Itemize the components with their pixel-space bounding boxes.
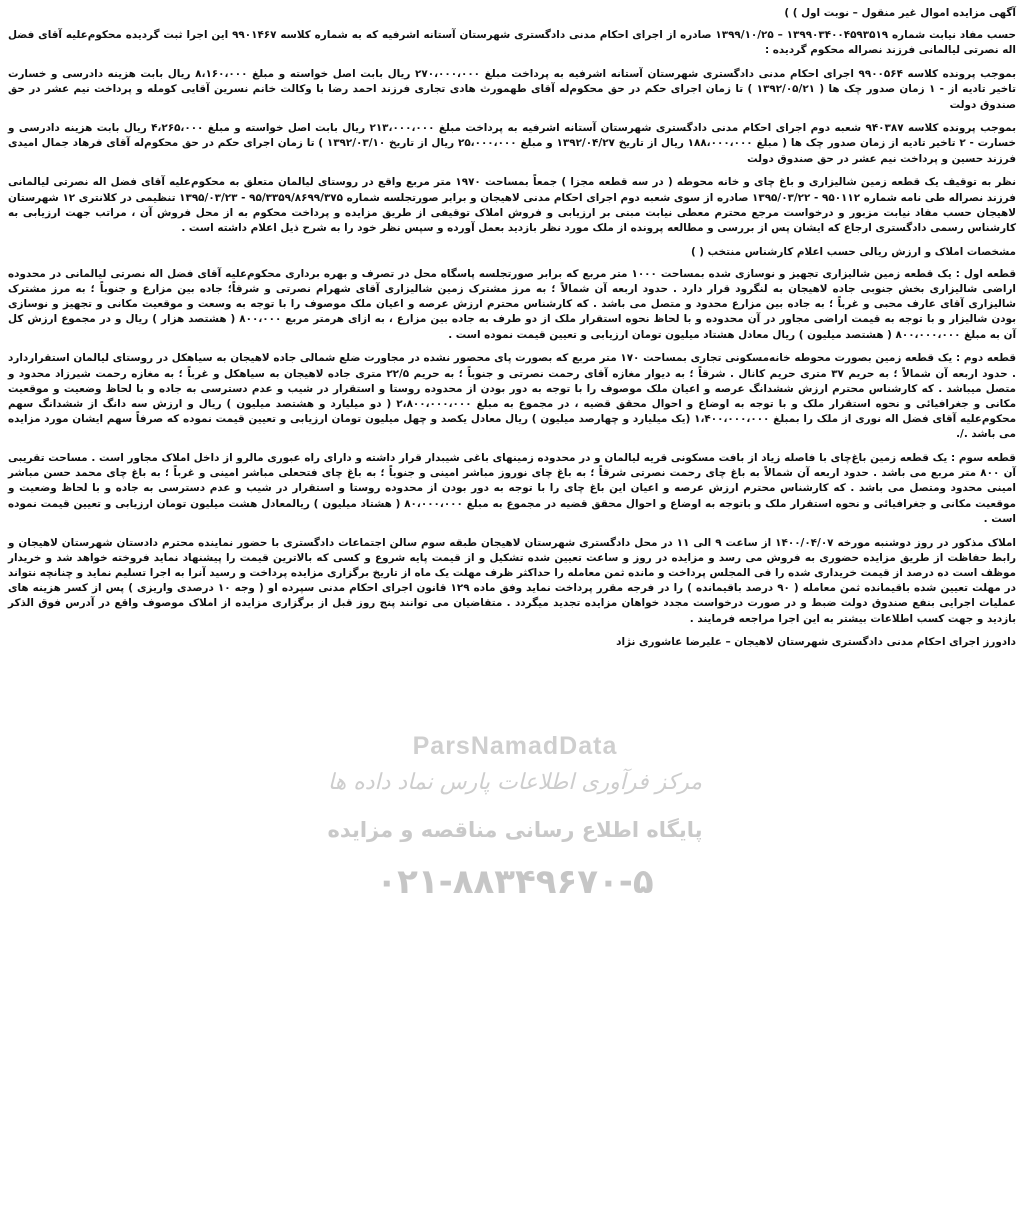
parcel-1: قطعه اول : یک قطعه زمین شالیزاری تجهیز و نوسازی شده بمساحت ۱۰۰۰ متر مربع که برابر صورتجلسه پاسگاه محل در تصرف و بهره برداری محکوم‌علیه آقای فضل اله نصرتی لیالمانی در محدوده اراضی شالیزاری بخش جنوبی جاده لاهیجان به لنگرود قرار دارد . حدود اربعه آن شمالاً ؛ به مرز مشترک زمین شالیزاری آقای شهرام نصرتی و شرقاً؛ جاده بین مزارع و جنوباً ؛ به مرز مشترک شالیزاری آقای عارف محبی و غرباً ؛ به جاده بین مزارع محدود و متصل می باشد . که کارشناس محترم ارزش عرصه و اعیان ملک موصوف را با توجه به وسعت و موقعیت مکانی و تجهیز و نوسازی بودن شالیزار و با توجه به قیمت اراضی مجاور در آن محدوده و با لحاظ نحوه استقرار ملک از دو طرف به جاده بین مزارع ، به ازای هرمتر مربع ۸۰۰،۰۰۰ ( هشتصد هزار ) ریال و در مجموع ارزش کل آن به مبلغ ۸۰۰،۰۰۰،۰۰۰ ( هشتصد میلیون ) ریال معادل هشتاد میلیون تومان ارزیابی و تعیین قیمت نموده است . — [8, 267, 1016, 341]
seizure-paragraph: نظر به توقیف یک قطعه زمین شالیزاری و باغ چای و خانه محوطه ( در سه قطعه مجزا ) جمعاً بمساحت ۱۹۷۰ متر مربع واقع در روستای لیالمان متعلق به محکوم‌علیه آقای فضل اله نصرتی لیالمانی فرزند نصراله طی نامه شماره ۹۵۰۱۱۲ - ۱۳۹۵/۰۳/۲۲ صادره از سوی شعبه دوم اجرای احکام مدنی لاهیجان و برابر صورتجلسه شماره ۹۵/۳۳۵۹/۸۶۹۹/۳۷۵ - ۱۳۹۵/۰۳/۲۳ تنظیمی در کلانتری ۱۲ شهرستان لاهیجان حسب مفاد نیابت مزبور و درخواست مرجع محترم معطی نیابت مبنی بر ارزیابی و فروش املاک توقیفی از طریق مزایده و پرداخت محکوم به از محل فروش آن ، مراتب جهت ارزیابی به کارشناس رسمی دادگستری ارجاع که ایشان پس از بررسی و مطالعه پرونده از ملک مورد نظر بازدید بعمل آورده و سپس نظر خود را به شرح ذیل اعلام داشته است . — [8, 176, 1016, 234]
judgment-item-1: بموجب پرونده کلاسه ۹۹۰۰۵۶۴ اجرای احکام مدنی دادگستری شهرستان آستانه اشرفیه به پرداخت مبلغ ۲۷۰،۰۰۰،۰۰۰ ریال بابت اصل خواسته و مبلغ ۸،۱۶۰،۰۰۰ ریال بابت هزینه دادرسی و خسارت تاخیر تادیه از - ۱ زمان صدور چک ها ( ۱۳۹۲/۰۵/۲۱ ) تا زمان اجرای حکم در حق محکوم‌له آقای طهمورث هادی تجاری فرزند احمد رضا با وکالت خانم نسرین آقایی کومله و پرداخت نیم عشر در حق صندوق دولت — [8, 68, 1016, 111]
watermark-line-2: پایگاه اطلاع رسانی مناقصه و مزایده — [327, 818, 703, 842]
specs-heading: مشخصات املاک و ارزش ریالی حسب اعلام کارشناس منتخب ( ) — [690, 245, 1016, 258]
signature-line: دادورز اجرای احکام مدنی دادگستری شهرستان لاهیجان – علیرضا عاشوری نژاد — [616, 636, 1016, 649]
watermark-phone: ۰۲۱-۸۸۳۴۹۶۷۰-۵ — [376, 862, 654, 902]
judgment-item-2: بموجب پرونده کلاسه ۹۴۰۳۸۷ شعبه دوم اجرای احکام مدنی دادگستری شهرستان آستانه اشرفیه به پرداخت مبلغ ۲۱۳،۰۰۰،۰۰۰ ریال بابت اصل خواسته و مبلغ ۴،۲۶۵،۰۰۰ ریال بابت هزینه دادرسی و خسارت - ۲ تاخیر تادیه از زمان صدور چک ها ( مبلغ ۱۸۸،۰۰۰،۰۰۰ ریال از تاریخ ۱۳۹۲/۰۴/۲۷ و مبلغ ۲۵،۰۰۰،۰۰۰ ریال از تاریخ ۱۳۹۲/۰۳/۱۰ ) تا زمان اجرای حکم در حق محکوم‌له آقای فرهاد جمال امیدی فرزند حسین و پرداخت نیم عشر در حق صندوق دولت — [8, 122, 1016, 165]
watermark-line-1: مرکز فرآوری اطلاعات پارس نماد داده ها — [327, 770, 703, 795]
watermark-brand: ParsNamadData — [412, 732, 618, 760]
intro-paragraph: حسب مفاد نیابت شماره ۱۳۹۹۰۳۴۰۰۴۵۹۳۵۱۹ – ۱۳۹۹/۱۰/۲۵ صادره از اجرای احکام مدنی دادگستری شهرستان آستانه اشرفیه که به شماره کلاسه ۹۹۰۱۴۶۷ این اجرا ثبت گردیده محکوم‌علیه آقای فضل اله نصرتی لیالمانی فرزند نصراله محکوم گردیده : — [8, 29, 1016, 57]
notice-title: آگهی مزایده اموال غیر منقول – نوبت اول ) ) — [784, 7, 1016, 19]
auction-terms: املاک مذکور در روز دوشنبه مورخه ۱۴۰۰/۰۴/۰۷ از ساعت ۹ الی ۱۱ در محل دادگستری شهرستان لاهیجان طبقه سوم سالن اجتماعات دادگستری با حضور نماینده محترم دادستان شهرستان لاهیجان و رابط حفاظت از طریق مزایده حضوری به فروش می رسد و مزایده در روز و ساعت تعیین شده تشکیل و از قیمت پایه شروع و کسی که بالاترین قیمت را پیشنهاد نماید فروخته خواهد شد و خریدار موظف است ده درصد از قیمت خریداری شده را فی المجلس پرداخت و مانده ثمن معامله را حداکثر ظرف مهلت یک ماه از تاریخ برگزاری مزایده پرداخت و رسید آنرا به اجرا تسلیم نماید و چنانچه نتواند در مهلت تعیین شده باقیمانده ثمن معامله ( ۹۰ درصد باقیمانده ) را در فرجه مقرر پرداخت نماید وفق ماده ۱۲۹ قانون اجرای احکام مدنی سپرده او ( وجه ۱۰ درصدی واریزی ) پس از کسر هزینه های عملیات اجرایی بنفع صندوق دولت ضبط و در صورت درخواست مجدد خواهان مزایده تجدید میگردد . متقاضیان می توانند پنج روز قبل از برگزاری مزایده از املاک موصوف واقع در آدرس فوق الذکر بازدید و جهت کسب اطلاعات بیشتر به این اجرا مراجعه فرمایند . — [8, 536, 1016, 625]
parcel-2: قطعه دوم : یک قطعه زمین بصورت محوطه خانه‌مسکونی تجاری بمساحت ۱۷۰ متر مربع که بصورت پای محصور نشده در مجاورت ضلع شمالی جاده لاهیجان به سیاهکل در روستای لیالمان استقراردارد . حدود اربعه آن شمالاً ؛ به حریم ۳۷ متری حریم کانال . شرقاً ؛ به دیوار مغازه آقای رحمت نصرتی و جنوباً ؛ به حریم ۲۲/۵ متری جاده لاهیجان به سیاهکل و غرباً ؛ به مغازه رحمت شیرزاد محدود و متصل میباشد . که کارشناس محترم ارزش ششدانگ عرصه و اعیان ملک موصوف را با توجه به دور بودن از محدوده روستا و استقرار در شیب و عدم دسترسی به جاده و با لحاظ وضعیت و موقعیت مکانی و جغرافیائی و نحوه استقرار ملک و با توجه به اوضاع و احوال محقق قضیه ، در مجموع به مبلغ ۲،۸۰۰،۰۰۰،۰۰۰ ( دو میلیارد و هشتصد میلیون ) ریال و ارزش سه دانگ از ششدانگ سهم محکوم‌علیه آقای فضل اله نوری از ملک را بمبلغ ۱،۴۰۰،۰۰۰،۰۰۰ (یک میلیارد و چهارصد میلیون ) ریال معادل یکصد و چهل میلیون تومان ارزیابی و تعیین قیمت نموده که صرفاً سهم ایشان مورد مزایده می باشد ./. — [8, 352, 1017, 441]
parcel-3: قطعه سوم : یک قطعه زمین باغ‌چای با فاصله زیاد از بافت مسکونی قریه لیالمان و در محدوده زمینهای باغی شیبدار قرار داشته و دارای راه عبوری مالرو از داخل املاک مجاور است . مساحت تقریبی آن ۸۰۰ متر مربع می باشد . حدود اربعه آن شمالاً به باغ چای رحمت نصرتی شرقاً ؛ به باغ چای نوروز مباشر امینی و جنوباً ؛ به باغ چای فتحعلی مباشر امینی و غرباً ؛ به باغ چای محمد حسن مباشر امینی محدود ومتصل می باشد . که کارشناس محترم ارزش عرصه و اعیان این باغ چای را با توجه به دور بودن از محدوده روستا و استقرار در شیب و عدم دسترسی به جاده و با لحاظ وضعیت و موقعیت مکانی و جغرافیائی و نحوه استقرار ملک و باتوجه به اوضاع و احوال محقق قضیه در مجموع به مبلغ ۸۰،۰۰۰،۰۰۰ ( هشتاد میلیون ) ریالمعادل هشت میلیون تومان ارزیابی و تعیین قیمت نموده است . — [8, 452, 1016, 525]
